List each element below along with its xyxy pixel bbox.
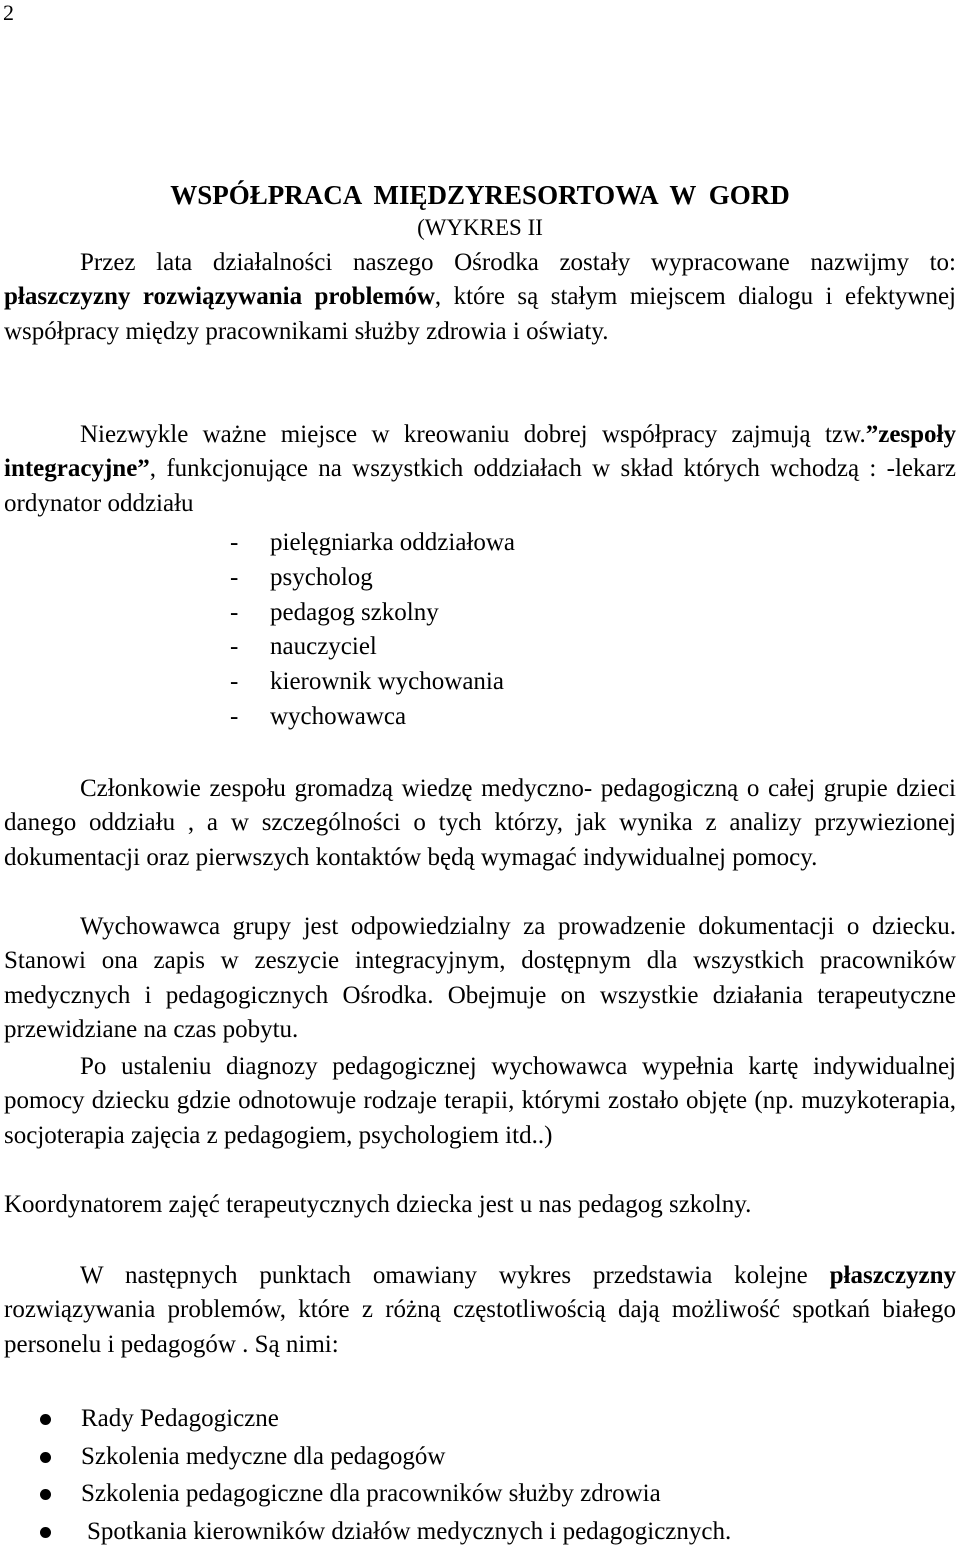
list-item: - kierownik wychowania <box>230 665 515 700</box>
paragraph-intro-text: Przez lata działalności naszego Ośrodka zostały wypracowane nazwijmy to: <box>80 249 956 276</box>
list-item: - nauczyciel <box>230 630 515 665</box>
paragraph-planes <box>4 1259 956 1362</box>
paragraph-planes-text-end: rozwiązywania problemów, które z różną częstotliwością dają możliwość spotkań białego personelu i pedagogów . Są nimi: <box>4 1296 956 1357</box>
list-item: Szkolenia medyczne dla pedagogów <box>0 1438 731 1476</box>
paragraph-teams-text: Niezwykle ważne miejsce w kreowaniu dobrej współpracy zajmują tzw. <box>80 421 866 448</box>
paragraph-intro-text-end: , które są stałym miejscem dialogu i efektywnej współpracy między pracownikami służby zdrowia i oświaty. <box>4 283 956 344</box>
paragraph-tutor-documentation: Wychowawca grupy jest odpowiedzialny za prowadzenie dokumentacji o dziecku. Stanowi ona zapis w zeszycie integracyjnym, dostępnym dla wszystkich pracowników medycznych i pedagogicznych Ośrodka. Obejmuje on wszystkie działania terapeutyczne przewidziane na czas pobytu. <box>4 910 956 1048</box>
paragraph-coordinator: Koordynatorem zajęć terapeutycznych dziecka jest u nas pedagog szkolny. <box>4 1188 956 1222</box>
planes-bullet-list <box>0 1400 731 1550</box>
paragraph-planes-bold: płaszczyzny <box>830 1262 956 1289</box>
paragraph-planes-text: W następnych punktach omawiany wykres przedstawia kolejne <box>80 1262 830 1289</box>
paragraph-intro-bold: płaszczyzny rozwiązywania problemów <box>4 283 435 310</box>
paragraph-teams-text-end: , funkcjonujące na wszystkich oddziałach w skład których wchodzą : -lekarz ordynator oddziału <box>4 455 956 516</box>
list-item: - wychowawca <box>230 700 515 735</box>
list-item: - psycholog <box>230 561 515 596</box>
list-item: Spotkania kierowników działów medycznych i pedagogicznych. <box>0 1513 731 1550</box>
page-subtitle: (WYKRES II <box>0 213 960 243</box>
list-item: Szkolenia pedagogiczne dla pracowników służby zdrowia <box>0 1475 731 1513</box>
team-members-list <box>230 526 515 735</box>
paragraph-diagnosis: Po ustaleniu diagnozy pedagogicznej wychowawca wypełnia kartę indywidualnej pomocy dziecku gdzie odnotowuje rodzaje terapii, którymi zostało objęte (np. muzykoterapia, socjoterapia zajęcia z pedagogiem, psychologiem itd..) <box>4 1050 956 1153</box>
paragraph-members-knowledge: Członkowie zespołu gromadzą wiedzę medyczno- pedagogiczną o całej grupie dzieci danego oddziału , a w szczególności o tych którzy, jak wynika z analizy przywiezionej dokumentacji oraz pierwszych kontaktów będą wymagać indywidualnej pomocy. <box>4 772 956 875</box>
paragraph-teams <box>4 418 956 521</box>
page-number: 2 <box>3 0 14 26</box>
paragraph-intro <box>4 246 956 349</box>
list-item: - pedagog szkolny <box>230 596 515 631</box>
list-item: Rady Pedagogiczne <box>0 1400 731 1438</box>
paragraph-teams-bold: ”zespoły integracyjne” <box>4 421 956 482</box>
list-item: - pielęgniarka oddziałowa <box>230 526 515 561</box>
page-title: WSPÓŁPRACA MIĘDZYRESORTOWA W GORD <box>0 178 960 212</box>
